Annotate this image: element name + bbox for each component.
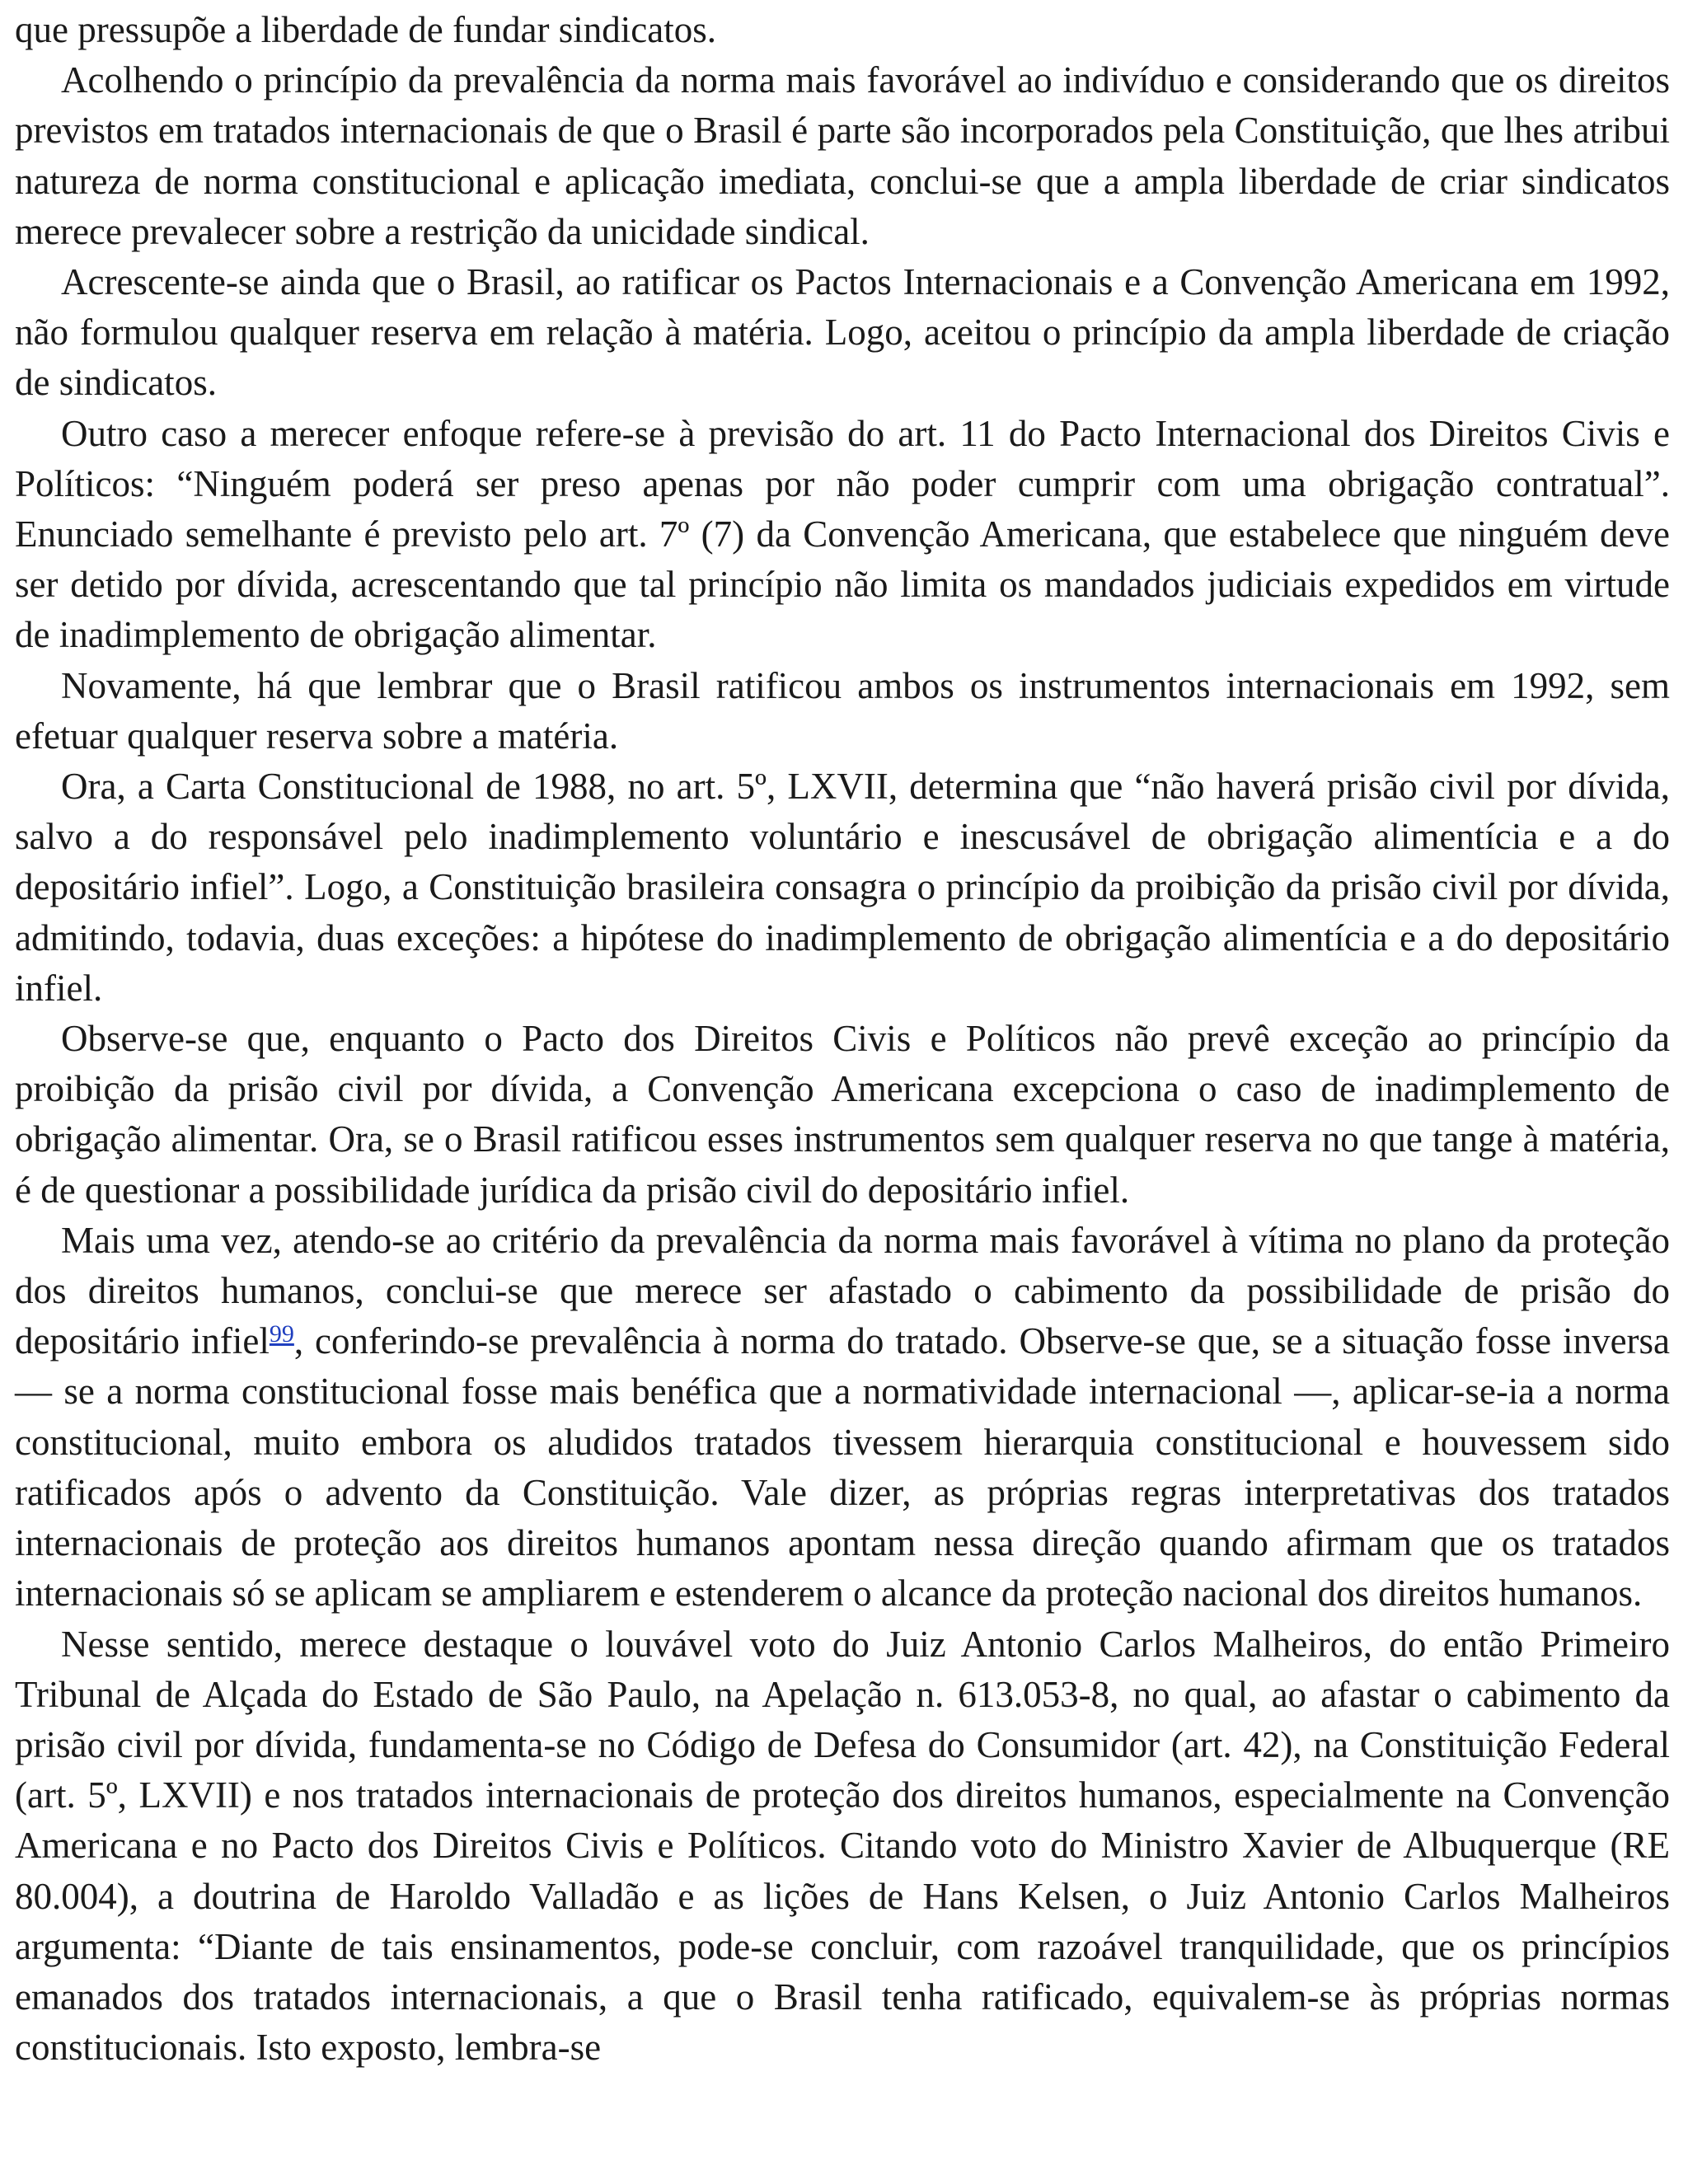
paragraph-5: Novamente, há que lembrar que o Brasil ratificou ambos os instrumentos internacionais em 1992, sem efetuar qualquer reserva sobre a matéria. <box>15 664 1670 757</box>
paragraph-4: Outro caso a merecer enfoque refere-se à previsão do art. 11 do Pacto Internacional dos Direitos Civis e Políticos: “Ninguém poderá ser preso apenas por não poder cumprir com uma obrigação contratual”. Enunciado semelhante é previsto pelo art. 7º (7) da Convenção Americana, que estabelece que ninguém deve ser detido por dívida, acrescentando que tal princípio não limita os mandados judiciais expedidos em virtude de inadimplemento de obrigação alimentar. <box>15 412 1670 656</box>
paragraph-1: que pressupõe a liberdade de fundar sindicatos. <box>15 9 716 50</box>
paragraph-2: Acolhendo o princípio da prevalência da norma mais favorável ao indivíduo e considerando que os direitos previstos em tratados internacionais de que o Brasil é parte são incorporados pela Constituição, que lhes atribui natureza de norma constitucional e aplicação imediata, conclui-se que a ampla liberdade de criar sindicatos merece prevalecer sobre a restrição da unicidade sindical. <box>15 59 1670 252</box>
paragraph-7: Observe-se que, enquanto o Pacto dos Direitos Civis e Políticos não prevê exceção ao princípio da proibição da prisão civil por dívida, a Convenção Americana excepciona o caso de inadimplemento de obrigação alimentar. Ora, se o Brasil ratificou esses instrumentos sem qualquer reserva no que tange à matéria, é de questionar a possibilidade jurídica da prisão civil do depositário infiel. <box>15 1018 1670 1211</box>
document-page <box>15 5 1670 2073</box>
paragraph-3: Acrescente-se ainda que o Brasil, ao ratificar os Pactos Internacionais e a Convenção Americana em 1992, não formulou qualquer reserva em relação à matéria. Logo, aceitou o princípio da ampla liberdade de criação de sindicatos. <box>15 261 1670 404</box>
paragraph-6: Ora, a Carta Constitucional de 1988, no art. 5º, LXVII, determina que “não haverá prisão civil por dívida, salvo a do responsável pelo inadimplemento voluntário e inescusável de obrigação alimentícia e a do depositário infiel”. Logo, a Constituição brasileira consagra o princípio da proibição da prisão civil por dívida, admitindo, todavia, duas exceções: a hipótese do inadimplemento de obrigação alimentícia e a do depositário infiel. <box>15 766 1670 1009</box>
paragraph-9: Nesse sentido, merece destaque o louvável voto do Juiz Antonio Carlos Malheiros, do então Primeiro Tribunal de Alçada do Estado de São Paulo, na Apelação n. 613.053-8, no qual, ao afastar o cabimento da prisão civil por dívida, fundamenta-se no Código de Defesa do Consumidor (art. 42), na Constituição Federal (art. 5º, LXVII) e nos tratados internacionais de proteção dos direitos humanos, especialmente na Convenção Americana e no Pacto dos Direitos Civis e Políticos. Citando voto do Ministro Xavier de Albuquerque (RE 80.004), a doutrina de Haroldo Valladão e as lições de Hans Kelsen, o Juiz Antonio Carlos Malheiros argumenta: “Diante de tais ensinamentos, pode-se concluir, com razoável tranquilidade, que os princípios emanados dos tratados internacionais, a que o Brasil tenha ratificado, equivalem-se às próprias normas constitucionais. Isto exposto, lembra-se <box>15 1623 1670 2069</box>
paragraph-8-text-after: , conferindo-se prevalência à norma do tratado. Observe-se que, se a situação fosse inversa — se a norma constitucional fosse mais benéfica que a normatividade internacional —, aplicar-se-ia a norma constitucional, muito embora os aludidos tratados tivessem hierarquia constitucional e houvessem sido ratificados após o advento da Constituição. Vale dizer, as próprias regras interpretativas dos tratados internacionais de proteção aos direitos humanos apontam nessa direção quando afirmam que os tratados internacionais só se aplicam se ampliarem e estenderem o alcance da proteção nacional dos direitos humanos. <box>15 1320 1671 1615</box>
footnote-link[interactable]: 99 <box>269 1320 294 1348</box>
paragraph-8 <box>15 1216 1670 1619</box>
paragraph-8-text-before: Mais uma vez, atendo-se ao critério da prevalência da norma mais favorável à vítima no plano da proteção dos direitos humanos, conclui-se que merece ser afastado o cabimento da possibilidade de prisão do depositário infiel <box>15 1219 1670 1362</box>
